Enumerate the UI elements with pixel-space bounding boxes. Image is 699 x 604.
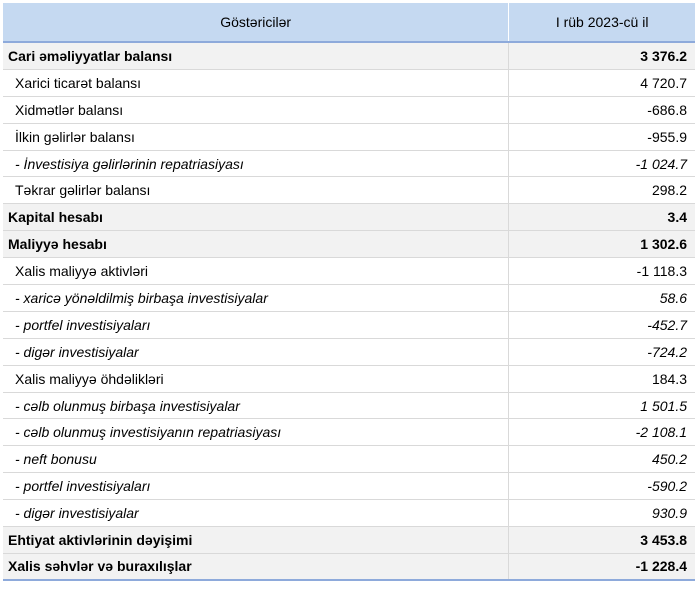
row-value: -590.2: [647, 478, 687, 495]
row-value: 1 302.6: [640, 236, 687, 253]
header-period: I rüb 2023-cü il: [555, 14, 649, 30]
table-row: [3, 285, 695, 312]
table-row: [3, 500, 695, 527]
table-row: [3, 258, 695, 285]
row-label: Ehtiyat aktivlərinin dəyişimi: [3, 527, 509, 553]
table-row: [3, 204, 695, 231]
row-value: 3 453.8: [640, 531, 687, 548]
row-label: - İnvestisiya gəlirlərinin repatriasiyası: [3, 151, 509, 177]
row-label: - digər investisiyalar: [3, 339, 509, 365]
row-label: Təkrar gəlirlər balansı: [3, 177, 509, 203]
row-label: - cəlb olunmuş birbaşa investisiyalar: [3, 393, 509, 419]
table-row: [3, 446, 695, 473]
row-label: - portfel investisiyaları: [3, 312, 509, 338]
row-label: - xaricə yönəldilmiş birbaşa investisiyalar: [3, 285, 509, 311]
table-header: [3, 3, 695, 43]
row-value: -686.8: [647, 101, 687, 118]
row-value: -1 024.7: [635, 155, 687, 172]
row-label: Xidmətlər balansı: [3, 97, 509, 123]
table-body: [3, 43, 695, 581]
row-value: -1 228.4: [635, 558, 687, 575]
row-value: 450.2: [651, 451, 687, 468]
row-value: 3.4: [667, 209, 687, 226]
table-row: [3, 312, 695, 339]
row-value: 1 501.5: [640, 397, 687, 414]
row-label: Xalis maliyyə öhdəlikləri: [3, 366, 509, 392]
table-row: [3, 124, 695, 151]
row-value: 298.2: [651, 182, 687, 199]
row-label: Xarici ticarət balansı: [3, 70, 509, 96]
row-label: Maliyyə hesabı: [3, 231, 509, 257]
table-row: [3, 231, 695, 258]
header-indicator: Göstəricilər: [3, 3, 509, 41]
row-value: 930.9: [651, 505, 687, 522]
table-row: [3, 177, 695, 204]
row-label: - neft bonusu: [3, 446, 509, 472]
row-value: -724.2: [647, 343, 687, 360]
table-row: [3, 393, 695, 420]
row-value: 184.3: [651, 370, 687, 387]
row-label: - cəlb olunmuş investisiyanın repatriasiyası: [3, 419, 509, 445]
row-label: İlkin gəlirlər balansı: [3, 124, 509, 150]
table-row: [3, 43, 695, 70]
table-row: [3, 554, 695, 581]
row-label: Xalis maliyyə aktivləri: [3, 258, 509, 284]
row-value: -955.9: [647, 128, 687, 145]
row-label: - digər investisiyalar: [3, 500, 509, 526]
table-row: [3, 527, 695, 554]
table-row: [3, 70, 695, 97]
balance-of-payments-table: [3, 3, 695, 581]
table-row: [3, 97, 695, 124]
table-row: [3, 419, 695, 446]
row-value: -452.7: [647, 316, 687, 333]
row-value: 3 376.2: [640, 47, 687, 64]
table-row: [3, 473, 695, 500]
row-value: -2 108.1: [635, 424, 687, 441]
row-label: - portfel investisiyaları: [3, 473, 509, 499]
row-value: 4 720.7: [640, 74, 687, 91]
table-row: [3, 151, 695, 178]
row-value: -1 118.3: [636, 263, 687, 280]
row-label: Cari əməliyyatlar balansı: [3, 43, 509, 69]
table-row: [3, 339, 695, 366]
row-label: Xalis səhvlər və buraxılışlar: [3, 554, 509, 579]
table-row: [3, 366, 695, 393]
row-value: 58.6: [659, 289, 687, 306]
row-label: Kapital hesabı: [3, 204, 509, 230]
